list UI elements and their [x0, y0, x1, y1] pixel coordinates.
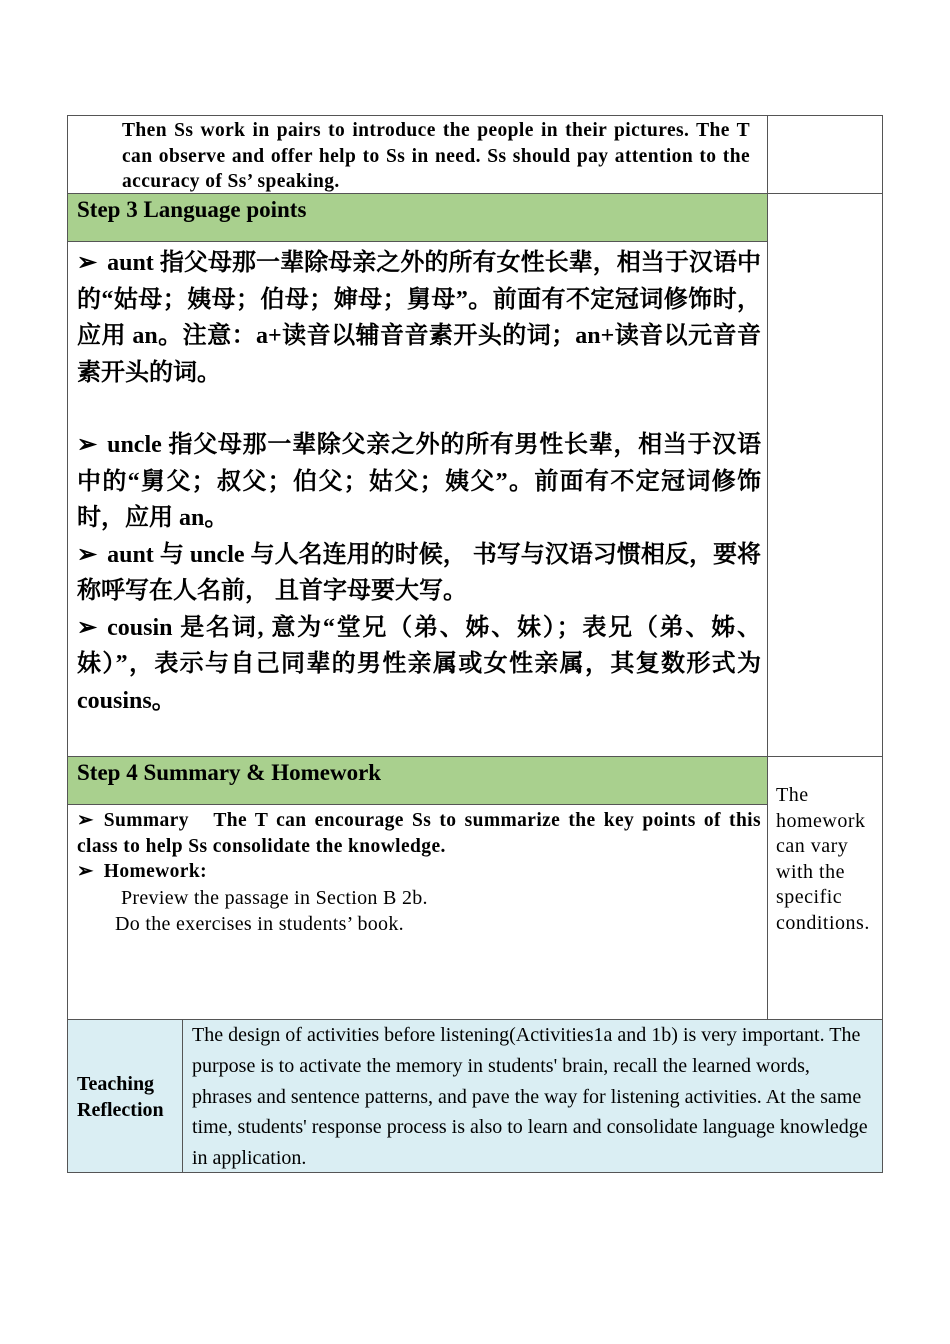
step3-item-4: ➢ cousin 是名词, 意为“堂兄（弟、姊、妹）；表兄（弟、姊、妹）”，表示与自己同辈的男性亲属或女性亲属，其复数形式为 cousins。 [77, 610, 761, 720]
top-row-side-cell [767, 115, 883, 194]
step4-content-cell [67, 804, 768, 1020]
homework-label-line [77, 859, 761, 885]
reflection-text: The design of activities before listening(Activities1a and 1b) is very important. The purpose is to activate the memory in students' brain, recall the learned words, phrases and sentence patterns, and pave the way for listening activities. At the same time, students' response process is also to learn and consolidate language knowledge in application. [192, 1024, 868, 1170]
step3-heading-cell [67, 193, 768, 242]
homework-line-2: Do the exercises in students’ book. [115, 912, 404, 935]
bullet-arrow-icon: ➢ [77, 541, 98, 568]
reflection-label-cell [67, 1019, 183, 1173]
step3-item-3: ➢ aunt 与 uncle 与人名连用的时候， 书写与汉语习惯相反，要将称呼写在人名前， 且首字母要大写。 [77, 537, 761, 610]
homework-side-note: The homework can vary with the specific conditions. [776, 784, 870, 934]
step4-side-cell [767, 756, 883, 1020]
step3-heading: Step 3 Language points [77, 197, 307, 222]
bullet-arrow-icon: ➢ [77, 432, 98, 458]
bullet-arrow-icon: ➢ [77, 614, 98, 641]
step4-heading-cell [67, 756, 768, 805]
top-row-main-cell [67, 115, 768, 194]
homework-line-1: Preview the passage in Section B 2b. [121, 886, 428, 909]
homework-label: Homework: [103, 861, 207, 882]
bullet-arrow-icon: ➢ [77, 250, 98, 276]
step3-item-2: ➢ uncle 指父母那一辈除父亲之外的所有男性长辈，相当于汉语中的“舅父；叔父；伯父；姑父；姨父”。前面有不定冠词修饰时，应用 an。 [77, 427, 761, 537]
summary-text: The T can encourage Ss to summarize the key points of this class to help Ss consolidate the knowledge. [77, 810, 761, 857]
bullet-arrow-icon: ➢ [77, 861, 94, 882]
summary-paragraph [77, 808, 761, 859]
step4-heading: Step 4 Summary & Homework [77, 760, 382, 785]
top-row-text: Then Ss work in pairs to introduce the people in their pictures. The T can observe and offer help to Ss in need. Ss should pay attention to the accuracy of Ss’ speaking. [122, 120, 750, 192]
bullet-arrow-icon: ➢ [77, 810, 94, 831]
reflection-text-cell [182, 1019, 883, 1173]
step3-content-cell [67, 241, 768, 757]
step3-side-cell [767, 193, 883, 757]
summary-label: Summary [103, 810, 189, 831]
step3-item-1: ➢ aunt 指父母那一辈除母亲之外的所有女性长辈，相当于汉语中的“姑母；姨母；伯母；婶母；舅母”。前面有不定冠词修饰时，应用 an。注意：a+读音以辅音音素开头的词；an+读音以元音音素开头的词。 [77, 245, 761, 391]
reflection-label: Teaching Reflection [77, 1073, 164, 1121]
